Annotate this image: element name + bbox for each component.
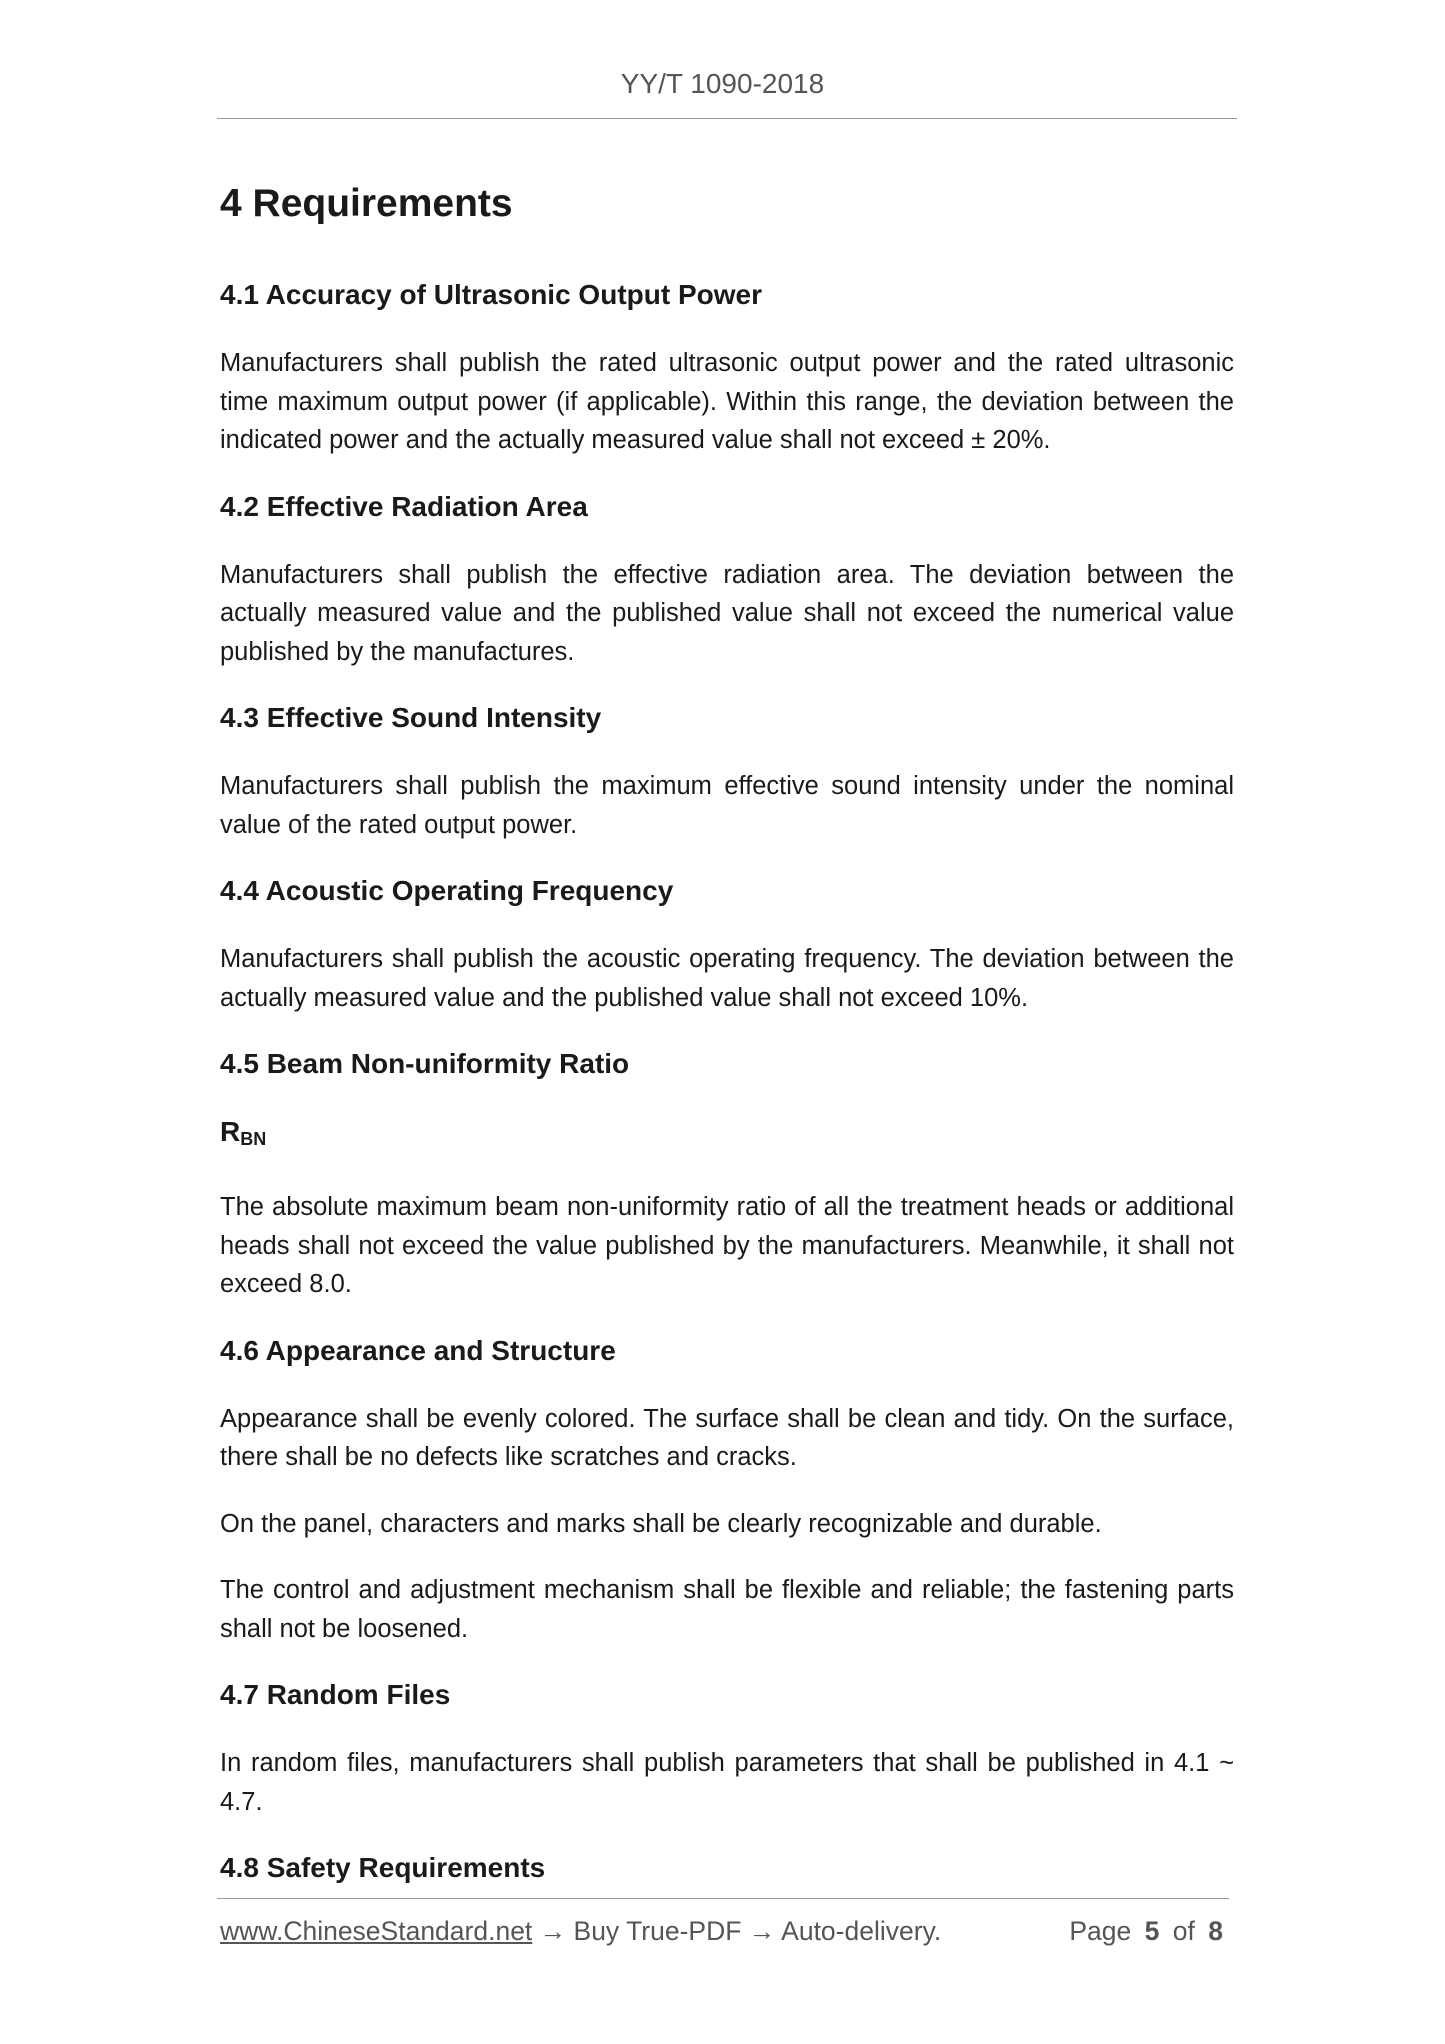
heading-4-7: 4.7 Random Files [220, 1679, 451, 1710]
paragraph-4-6-1: Appearance shall be evenly colored. The surface shall be clean and tidy. On the surface, there shall be no defects like scratches and cracks. [220, 1404, 1234, 1471]
page-total: 8 [1208, 1916, 1223, 1946]
doc-header-code: YY/T 1090-2018 [620, 68, 825, 99]
heading-4-4: 4.4 Acoustic Operating Frequency [220, 875, 674, 906]
rbn-symbol [220, 1113, 1234, 1158]
paragraph-4-2: Manufacturers shall publish the effective radiation area. The deviation between the actually measured value and the published value shall not exceed the numerical value published by the manufactures. [220, 560, 1234, 666]
document-body [220, 178, 1234, 1917]
footer-promo-text: → Buy True-PDF → Auto-delivery. [532, 1916, 942, 1946]
paragraph-4-7: In random files, manufacturers shall publish parameters that shall be published in 4.1 ~ 4.7. [220, 1749, 1234, 1816]
footer-site-link[interactable]: www.ChineseStandard.net [220, 1916, 533, 1946]
page-of: of [1172, 1916, 1195, 1946]
rbn-symbol-sub: BN [240, 1129, 267, 1149]
section-title: 4 Requirements [220, 182, 513, 225]
paragraph-4-5: The absolute maximum beam non-uniformity ratio of all the treatment heads or additional heads shall not exceed the value published by the manufacturers. Meanwhile, it shall not exceed 8.0. [220, 1193, 1234, 1298]
paragraph-4-6-3: The control and adjustment mechanism shall be flexible and reliable; the fastening parts shall not be loosened. [220, 1576, 1234, 1643]
heading-4-8: 4.8 Safety Requirements [220, 1852, 546, 1883]
heading-4-2: 4.2 Effective Radiation Area [220, 490, 588, 522]
page-footer [220, 1916, 1229, 1947]
paragraph-4-4: Manufacturers shall publish the acoustic operating frequency. The deviation between the actually measured value and the published value shall not exceed 10%. [220, 945, 1234, 1012]
footer-divider [217, 1898, 1229, 1899]
heading-4-6: 4.6 Appearance and Structure [220, 1334, 616, 1366]
heading-4-3: 4.3 Effective Sound Intensity [220, 702, 602, 733]
rbn-symbol-main: R [220, 1116, 241, 1147]
header-divider [217, 118, 1237, 119]
heading-4-5: 4.5 Beam Non-uniformity Ratio [220, 1048, 630, 1079]
page-current: 5 [1144, 1916, 1160, 1946]
heading-4-1: 4.1 Accuracy of Ultrasonic Output Power [220, 279, 762, 310]
paragraph-4-1: Manufacturers shall publish the rated ultrasonic output power and the rated ultrasonic time maximum output power (if applicable). Within this range, the deviation between the indicated power and the actually measured value shall not exceed ± 20%. [220, 349, 1234, 454]
paragraph-4-6-2: On the panel, characters and marks shall be clearly recognizable and durable. [220, 1509, 1102, 1538]
page-label: Page [1069, 1916, 1132, 1946]
paragraph-4-3: Manufacturers shall publish the maximum effective sound intensity under the nominal value of the rated output power. [220, 772, 1234, 839]
page-indicator [1069, 1916, 1229, 1947]
